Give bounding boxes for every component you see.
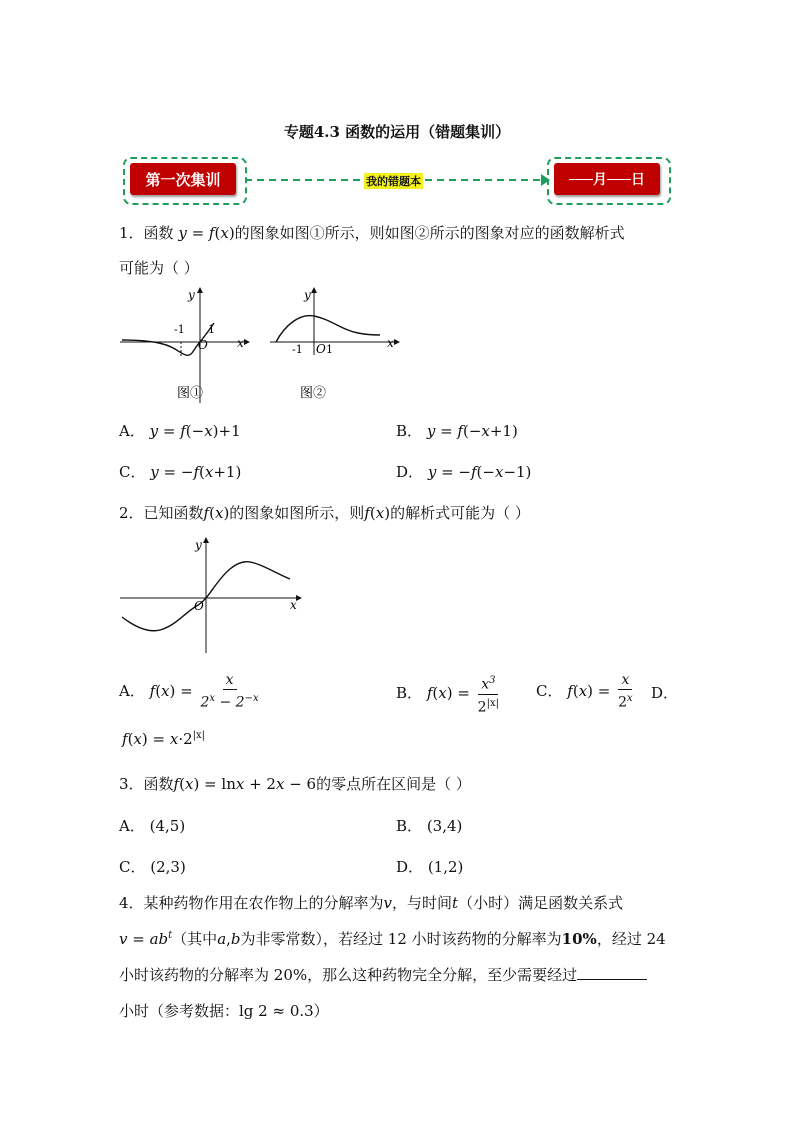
q2-fig-o-label: O [194, 599, 204, 613]
q3-stem: 3．函数f(x) = lnx + 2x − 6的零点所在区间是（ ） [119, 775, 471, 793]
q2-option-a-fraction: $\frac{x}{2^x - 2^{-x}}$ [200, 672, 259, 711]
q2-fig-y-label: y [195, 538, 202, 552]
q1-fig2-o-label: O [316, 342, 326, 356]
banner-left-badge: 第一次集训 [130, 163, 236, 195]
q1-fig1-tick-neg: -1 [174, 323, 185, 336]
q3-option-b[interactable]: B． (3,4) [396, 817, 463, 835]
q1-option-a[interactable]: A． y = f(−x)+1 [119, 422, 241, 440]
q1-fig1-x-label: x [237, 336, 244, 350]
q1-option-b[interactable]: B． y = f(−x+1) [396, 422, 518, 440]
q1-figure-2 [270, 285, 400, 405]
q1-fig1-o-label: O [198, 338, 208, 352]
q2-option-b[interactable]: B． f(x) = $\frac{x^3}{2^{|x|}}$ [396, 672, 502, 716]
page-title: 专题4.3 函数的运用（错题集训） [283, 123, 511, 141]
q4-stem-line2: $v = ab^t$（其中a,b为非零常数），若经过 12 小时该药物的分解率为10%，经过 24 [119, 930, 666, 948]
q1-fig2-y-label: y [304, 288, 311, 302]
q1-option-d[interactable]: D． y = −f(−x−1) [396, 463, 532, 481]
q2-option-b-fraction: $\frac{x^3}{2^{|x|}}$ [475, 672, 502, 716]
q4-stem-line3: 小时该药物的分解率为 20%，那么这种药物完全分解，至少需要经过 [119, 964, 647, 985]
q4-stem-line1: 4．某种药物作用在农作物上的分解率为v，与时间t（小时）满足函数关系式 [119, 894, 624, 912]
banner-note: 我的错题本 [366, 175, 421, 188]
banner-right-badge [554, 163, 660, 195]
q2-fig-x-label: x [290, 598, 297, 612]
q1-fig2-tick-neg: -1 [292, 343, 303, 356]
q2-option-c-fraction: $\frac{x}{2^x}$ [618, 672, 633, 711]
q3-option-c[interactable]: C． (2,3) [119, 858, 186, 876]
q1-stem-line2: 可能为（ ） [119, 259, 199, 277]
day-label: 日 [631, 172, 645, 188]
q1-fig2-x-label: x [387, 336, 394, 350]
q2-option-d-label[interactable]: D． [651, 684, 679, 702]
q1-formula: y [178, 224, 187, 242]
q1-option-c[interactable]: C． y = −f(x+1) [119, 463, 242, 481]
q2-stem: 2．已知函数f(x)的图象如图所示，则f(x)的解析式可能为（ ） [119, 504, 530, 522]
q1-fig2-caption: 图② [300, 386, 327, 401]
q1-fig1-y-label: y [188, 288, 195, 302]
q1-fig1-tick-pos: 1 [208, 323, 215, 336]
q4-answer-blank[interactable] [577, 979, 647, 980]
q3-option-d[interactable]: D． (1,2) [396, 858, 464, 876]
q1-figure-1 [120, 285, 250, 405]
q2-option-a[interactable]: A． f(x) = $\frac{x}{2^x - 2^{-x}}$ [119, 672, 262, 712]
q2-figure [120, 535, 305, 655]
q1-stem: 1．函数 y = f(x)的图象如图①所示，则如图②所示的图象对应的函数解析式 [119, 224, 625, 242]
month-label: 月 [593, 172, 607, 188]
q2-option-c[interactable]: C． f(x) = $\frac{x}{2^x}$ [536, 672, 636, 712]
q1-fig1-caption: 图① [177, 386, 204, 401]
q4-stem-line4: 小时（参考数据：lg 2 ≈ 0.3） [119, 1002, 329, 1020]
q3-option-a[interactable]: A． (4,5) [119, 817, 186, 835]
q2-option-d[interactable]: $f(x) = x\cdot 2^{|x|}$ [122, 730, 206, 748]
q1-fig2-tick-pos: 1 [326, 343, 333, 356]
